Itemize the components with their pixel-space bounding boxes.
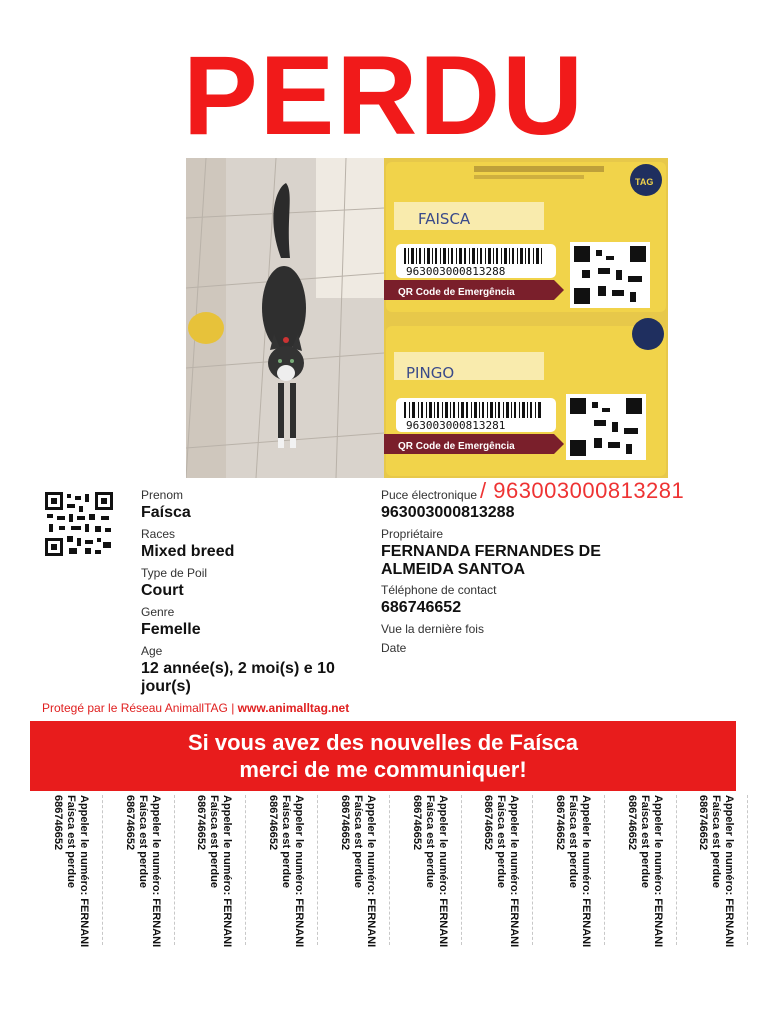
tear-off-text	[520, 795, 592, 948]
svg-text:963003000813288: 963003000813288	[406, 265, 506, 278]
poil-value: Court	[141, 582, 184, 599]
svg-text:QR Code de Emergência: QR Code de Emergência	[398, 287, 515, 298]
tear-off-line3: 686746652	[625, 795, 638, 851]
age-label: Age	[141, 644, 163, 658]
tear-off-text	[663, 795, 736, 948]
tear-off-line1: Faísca est perdue	[280, 795, 293, 888]
tear-off-text	[448, 795, 521, 948]
tear-off-line3: 686746652	[410, 795, 423, 851]
animalltag-cards	[384, 158, 668, 478]
handwritten-chip-number: / 963003000813281	[480, 478, 685, 503]
tear-off-line1: Faísca est perdue	[136, 795, 149, 888]
tear-off-line3: 686746652	[52, 795, 64, 851]
prenom-label: Prenom	[141, 488, 184, 502]
tear-off-line1: Faísca est perdue	[566, 795, 579, 888]
protected-by-label: Protegé par le Réseau AnimallTAG |	[42, 701, 238, 715]
tear-off-line1: Faísca est perdue	[351, 795, 364, 888]
tear-off-text	[592, 795, 664, 948]
tear-off-line3: 686746652	[338, 795, 351, 851]
tear-off-line2: Appeler le numéro: FERNANI	[651, 795, 664, 948]
poil-label: Type de Poil	[141, 566, 208, 580]
genre-value: Femelle	[141, 621, 201, 638]
owner-value-line1: FERNANDA FERNANDES DE	[381, 543, 601, 560]
tear-off-line3: 686746652	[482, 795, 495, 851]
owner-label: Propriétaire	[381, 527, 444, 541]
qr-code	[45, 492, 113, 556]
tear-off-line2: Appeler le numéro: FERNANI	[436, 795, 449, 948]
tear-off-line3: 686746652	[697, 795, 710, 851]
tear-off-line2: Appeler le numéro: FERNANI	[149, 795, 162, 948]
tear-off-line3: 686746652	[267, 795, 280, 851]
tear-off-line1: Faísca est perdue	[638, 795, 651, 888]
tear-off-line1: Faísca est perdue	[710, 795, 723, 888]
protected-by-text	[42, 701, 349, 715]
tear-off-strip[interactable]	[675, 795, 748, 948]
tear-off-line2: Appeler le numéro: FERNANI	[364, 795, 377, 948]
tear-off-text	[18, 795, 90, 948]
tear-off-line3: 686746652	[123, 795, 136, 851]
tear-off-line2: Appeler le numéro: FERNANI	[221, 795, 234, 948]
svg-text:QR Code de Emergência: QR Code de Emergência	[398, 441, 515, 452]
tear-off-line3: 686746652	[195, 795, 208, 851]
races-label: Races	[141, 527, 176, 541]
tear-off-line3: 686746652	[553, 795, 566, 851]
age-value-line2: jour(s)	[141, 678, 191, 695]
tear-off-line1: Faísca est perdue	[423, 795, 436, 888]
animalltag-link[interactable]: www.animalltag.net	[237, 701, 350, 715]
svg-text:963003000813281: 963003000813281	[406, 419, 506, 432]
tear-off-line1: Faísca est perdue	[208, 795, 221, 888]
races-value: Mixed breed	[141, 543, 235, 560]
tear-off-text	[233, 795, 306, 948]
banner-line1: Si vous avez des nouvelles de Faísca	[187, 730, 579, 755]
tear-off-line2: Appeler le numéro: FERNANI	[508, 795, 521, 948]
tear-off-text	[161, 795, 234, 948]
poster-title: PERDU	[182, 33, 586, 158]
tear-off-text	[90, 795, 162, 948]
cat-photo	[186, 158, 384, 478]
svg-text:TAG: TAG	[635, 177, 654, 187]
prenom-value: Faísca	[141, 504, 191, 521]
banner-line2: merci de me communiquer!	[239, 757, 527, 782]
phone-value: 686746652	[381, 599, 462, 616]
tear-off-line2: Appeler le numéro: FERNANI	[78, 795, 90, 948]
tear-off-text	[377, 795, 449, 948]
tear-off-line2: Appeler le numéro: FERNANI	[579, 795, 592, 948]
contact-banner	[30, 721, 736, 791]
phone-label: Téléphone de contact	[381, 583, 497, 597]
age-value-line1: 12 année(s), 2 moi(s) e 10	[141, 660, 335, 677]
date-label: Date	[381, 641, 407, 655]
svg-text:FAISCA: FAISCA	[418, 210, 471, 228]
tear-off-text	[305, 795, 377, 948]
tear-off-line2: Appeler le numéro: FERNANI	[293, 795, 306, 948]
puce-label: Puce électronique	[381, 488, 478, 502]
puce-value: 963003000813288	[381, 504, 515, 521]
svg-text:PINGO: PINGO	[406, 364, 455, 382]
owner-value-line2: ALMEIDA SANTOA	[381, 561, 525, 578]
tear-off-line1: Faísca est perdue	[495, 795, 508, 888]
tear-off-line2: Appeler le numéro: FERNANI	[723, 795, 736, 948]
last-seen-label: Vue la dernière fois	[381, 622, 484, 636]
tear-off-line1: Faísca est perdue	[65, 795, 77, 888]
genre-label: Genre	[141, 605, 175, 619]
